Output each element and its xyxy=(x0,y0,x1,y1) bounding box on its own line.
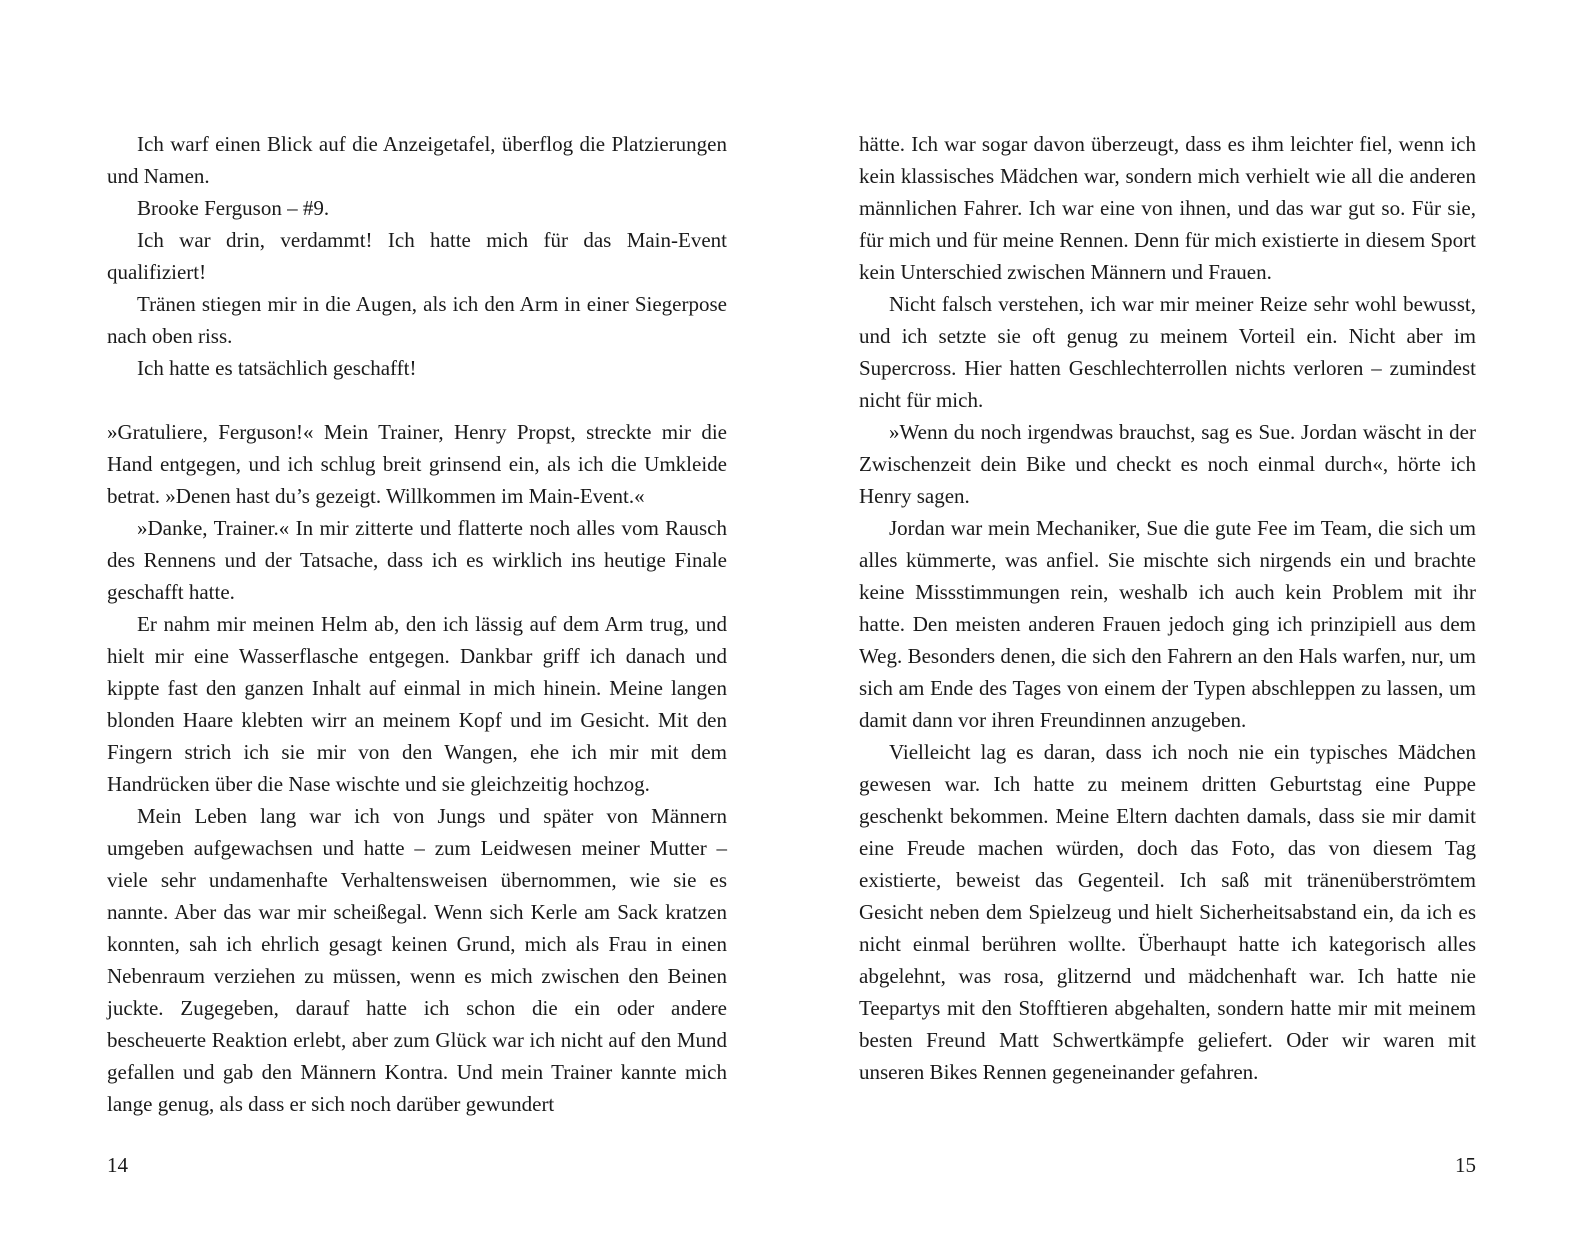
paragraph: Er nahm mir meinen Helm ab, den ich lässig auf dem Arm trug, und hielt mir eine Wasserflasche entgegen. Dankbar griff ich danach und kippte fast den ganzen Inhalt auf einmal in mich hinein. Meine langen blonden Haare klebten wirr an meinem Kopf und im Gesicht. Mit den Fingern strich ich sie mir von den Wangen, ehe ich mir mit dem Handrücken über die Nase wischte und sie gleichzeitig hochzog. xyxy=(107,612,727,796)
paragraph: Mein Leben lang war ich von Jungs und später von Männern umgeben aufgewachsen und hatte – zum Leidwesen meiner Mutter – viele sehr undamenhafte Verhaltensweisen übernommen, wie sie es nannte. Aber das war mir scheißegal. Wenn sich Kerle am Sack kratzen konnten, sah ich ehrlich gesagt keinen Grund, mich als Frau in einen Nebenraum verziehen zu müssen, wenn es mich zwischen den Beinen juckte. Zugegeben, darauf hatte ich schon die ein oder andere bescheuerte Reaktion erlebt, aber zum Glück war ich nicht auf den Mund gefallen und gab den Männern Kontra. Und mein Trainer kannte mich lange genug, als dass er sich noch darüber gewundert xyxy=(107,804,727,1116)
page-number-right: 15 xyxy=(1455,1153,1476,1177)
paragraph: »Danke, Trainer.« In mir zitterte und flatterte noch alles vom Rausch des Rennens und der Tatsache, dass ich es wirklich ins heutige Finale geschafft hatte. xyxy=(107,516,727,604)
paragraph: »Gratuliere, Ferguson!« Mein Trainer, Henry Propst, streckte mir die Hand entgegen, und ich schlug breit grinsend ein, als ich die Umkleide betrat. »Denen hast du’s gezeigt. Willkommen im Main-Event.« xyxy=(107,420,727,508)
paragraph: Jordan war mein Mechaniker, Sue die gute Fee im Team, die sich um alles kümmerte, was anfiel. Sie mischte sich nirgends ein und brachte keine Missstimmungen rein, weshalb ich auch kein Problem mit ihr hatte. Den meisten anderen Frauen jedoch ging ich prinzipiell aus dem Weg. Besonders denen, die sich den Fahrern an den Hals warfen, nur, um sich am Ende des Tages von einem der Typen abschleppen zu lassen, um damit dann vor ihren Freundinnen anzugeben. xyxy=(859,516,1476,732)
page-number-left: 14 xyxy=(107,1153,128,1177)
paragraph: Ich hatte es tatsächlich geschafft! xyxy=(137,356,417,380)
paragraph: Ich warf einen Blick auf die Anzeigetafel, überflog die Platzierungen und Namen. xyxy=(107,132,727,188)
paragraph: »Wenn du noch irgendwas brauchst, sag es Sue. Jordan wäscht in der Zwischenzeit dein Bike und checkt es noch einmal durch«, hörte ich Henry sagen. xyxy=(859,420,1476,508)
paragraph: Tränen stiegen mir in die Augen, als ich den Arm in einer Siegerpose nach oben riss. xyxy=(107,292,727,348)
paragraph: Ich war drin, verdammt! Ich hatte mich für das Main-Event qualifiziert! xyxy=(107,228,727,284)
right-page xyxy=(797,0,1594,1240)
paragraph: Brooke Ferguson – #9. xyxy=(137,196,330,220)
paragraph: hätte. Ich war sogar davon überzeugt, dass es ihm leichter fiel, wenn ich kein klassisches Mädchen war, sondern mich verhielt wie all die anderen männlichen Fahrer. Ich war eine von ihnen, und das war gut so. Für sie, für mich und für meine Rennen. Denn für mich existierte in diesem Sport kein Unterschied zwischen Männern und Frauen. xyxy=(859,132,1476,284)
left-page-text xyxy=(107,128,727,1120)
paragraph: Nicht falsch verstehen, ich war mir meiner Reize sehr wohl bewusst, und ich setzte sie oft genug zu meinem Vorteil ein. Nicht aber im Supercross. Hier hatten Geschlechterrollen nichts verloren – zumindest nicht für mich. xyxy=(859,292,1476,412)
paragraph: Vielleicht lag es daran, dass ich noch nie ein typisches Mädchen gewesen war. Ich hatte zu meinem dritten Geburtstag eine Puppe geschenkt bekommen. Meine Eltern dachten damals, dass sie mir damit eine Freude machen würden, doch das Foto, das von diesem Tag existierte, beweist das Gegenteil. Ich saß mit tränenüberströmtem Gesicht neben dem Spielzeug und hielt Sicherheitsabstand ein, da ich es nicht einmal berühren wollte. Überhaupt hatte ich kategorisch alles abgelehnt, was rosa, glitzernd und mädchenhaft war. Ich hatte nie Teepartys mit den Stofftieren abgehalten, sondern hatte mir mit meinem besten Freund Matt Schwertkämpfe geliefert. Oder wir waren mit unseren Bikes Rennen gegeneinander gefahren. xyxy=(859,740,1476,1084)
right-page-text xyxy=(859,128,1476,1088)
